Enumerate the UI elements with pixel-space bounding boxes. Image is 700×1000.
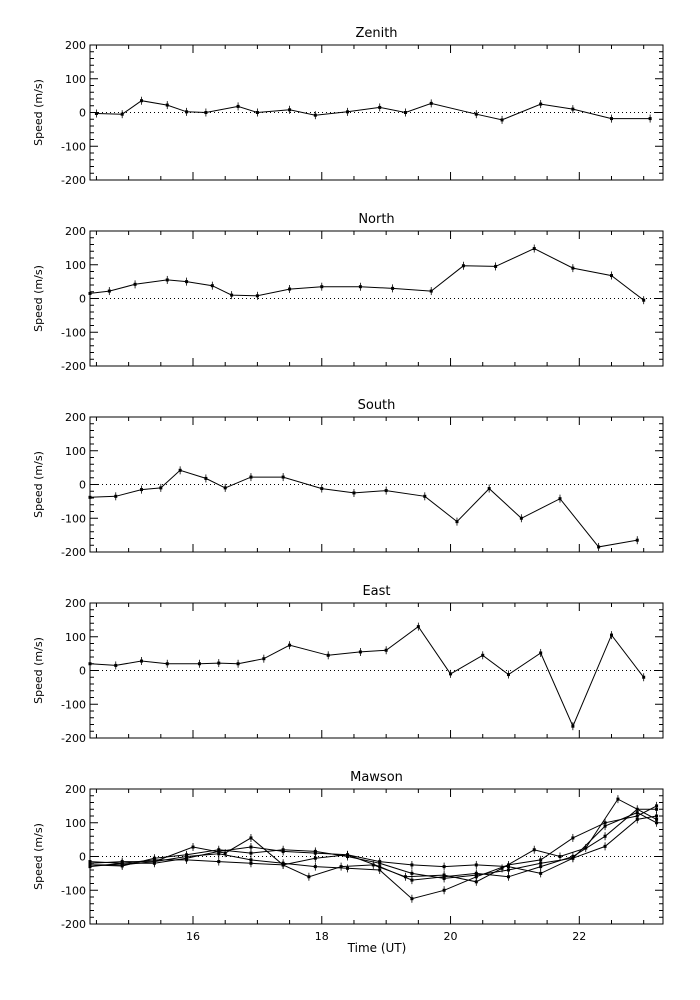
panels-container [32, 26, 663, 943]
plot-frame [90, 45, 663, 180]
y-tick-label: 100 [65, 816, 86, 830]
x-tick-label: 20 [443, 930, 458, 943]
y-tick-label: -200 [61, 732, 86, 745]
panel-title: Zenith [355, 26, 398, 41]
series-line [90, 470, 637, 547]
y-tick-label: -200 [61, 174, 86, 187]
panel-east [32, 584, 663, 745]
y-tick-label: 200 [65, 39, 86, 52]
y-tick-label: -200 [61, 918, 86, 931]
panel-south [32, 398, 663, 559]
panel-mawson [32, 770, 663, 943]
y-tick-label: 100 [65, 630, 86, 644]
y-tick-label: 200 [65, 597, 86, 610]
panel-title: East [362, 584, 391, 599]
panel-north [32, 212, 663, 373]
y-tick-label: 0 [79, 292, 86, 306]
series-line [90, 816, 657, 878]
plot-frame [90, 603, 663, 738]
panel-zenith [32, 26, 663, 187]
plot-frame [90, 417, 663, 552]
series-line [90, 627, 644, 727]
y-axis-label: Speed (m/s) [32, 637, 45, 704]
plot-frame [90, 231, 663, 366]
y-axis-label: Speed (m/s) [32, 265, 45, 332]
x-axis-label: Time (UT) [347, 941, 407, 955]
y-tick-label: 200 [65, 411, 86, 424]
x-tick-label: 16 [186, 930, 201, 943]
y-tick-label: -100 [61, 326, 86, 340]
y-tick-label: 100 [65, 72, 86, 86]
y-tick-label: -200 [61, 360, 86, 373]
y-tick-label: -100 [61, 512, 86, 526]
series-line [96, 101, 650, 120]
y-tick-label: -100 [61, 140, 86, 154]
x-tick-label: 18 [314, 930, 329, 943]
y-tick-label: 200 [65, 225, 86, 238]
y-tick-label: 200 [65, 783, 86, 796]
y-tick-label: -100 [61, 884, 86, 898]
series-line [90, 249, 644, 301]
panel-title: Mawson [350, 770, 403, 785]
y-tick-label: 0 [79, 850, 86, 864]
y-axis-label: Speed (m/s) [32, 451, 45, 518]
y-tick-label: 100 [65, 258, 86, 272]
y-tick-label: -200 [61, 546, 86, 559]
x-tick-label: 22 [572, 930, 587, 943]
y-tick-label: 100 [65, 444, 86, 458]
y-tick-label: -100 [61, 698, 86, 712]
panel-title: North [358, 212, 395, 227]
y-axis-label: Speed (m/s) [32, 823, 45, 890]
y-tick-label: 0 [79, 478, 86, 492]
y-tick-label: 0 [79, 664, 86, 678]
panel-title: South [357, 398, 396, 413]
y-axis-label: Speed (m/s) [32, 79, 45, 146]
y-tick-label: 0 [79, 106, 86, 120]
